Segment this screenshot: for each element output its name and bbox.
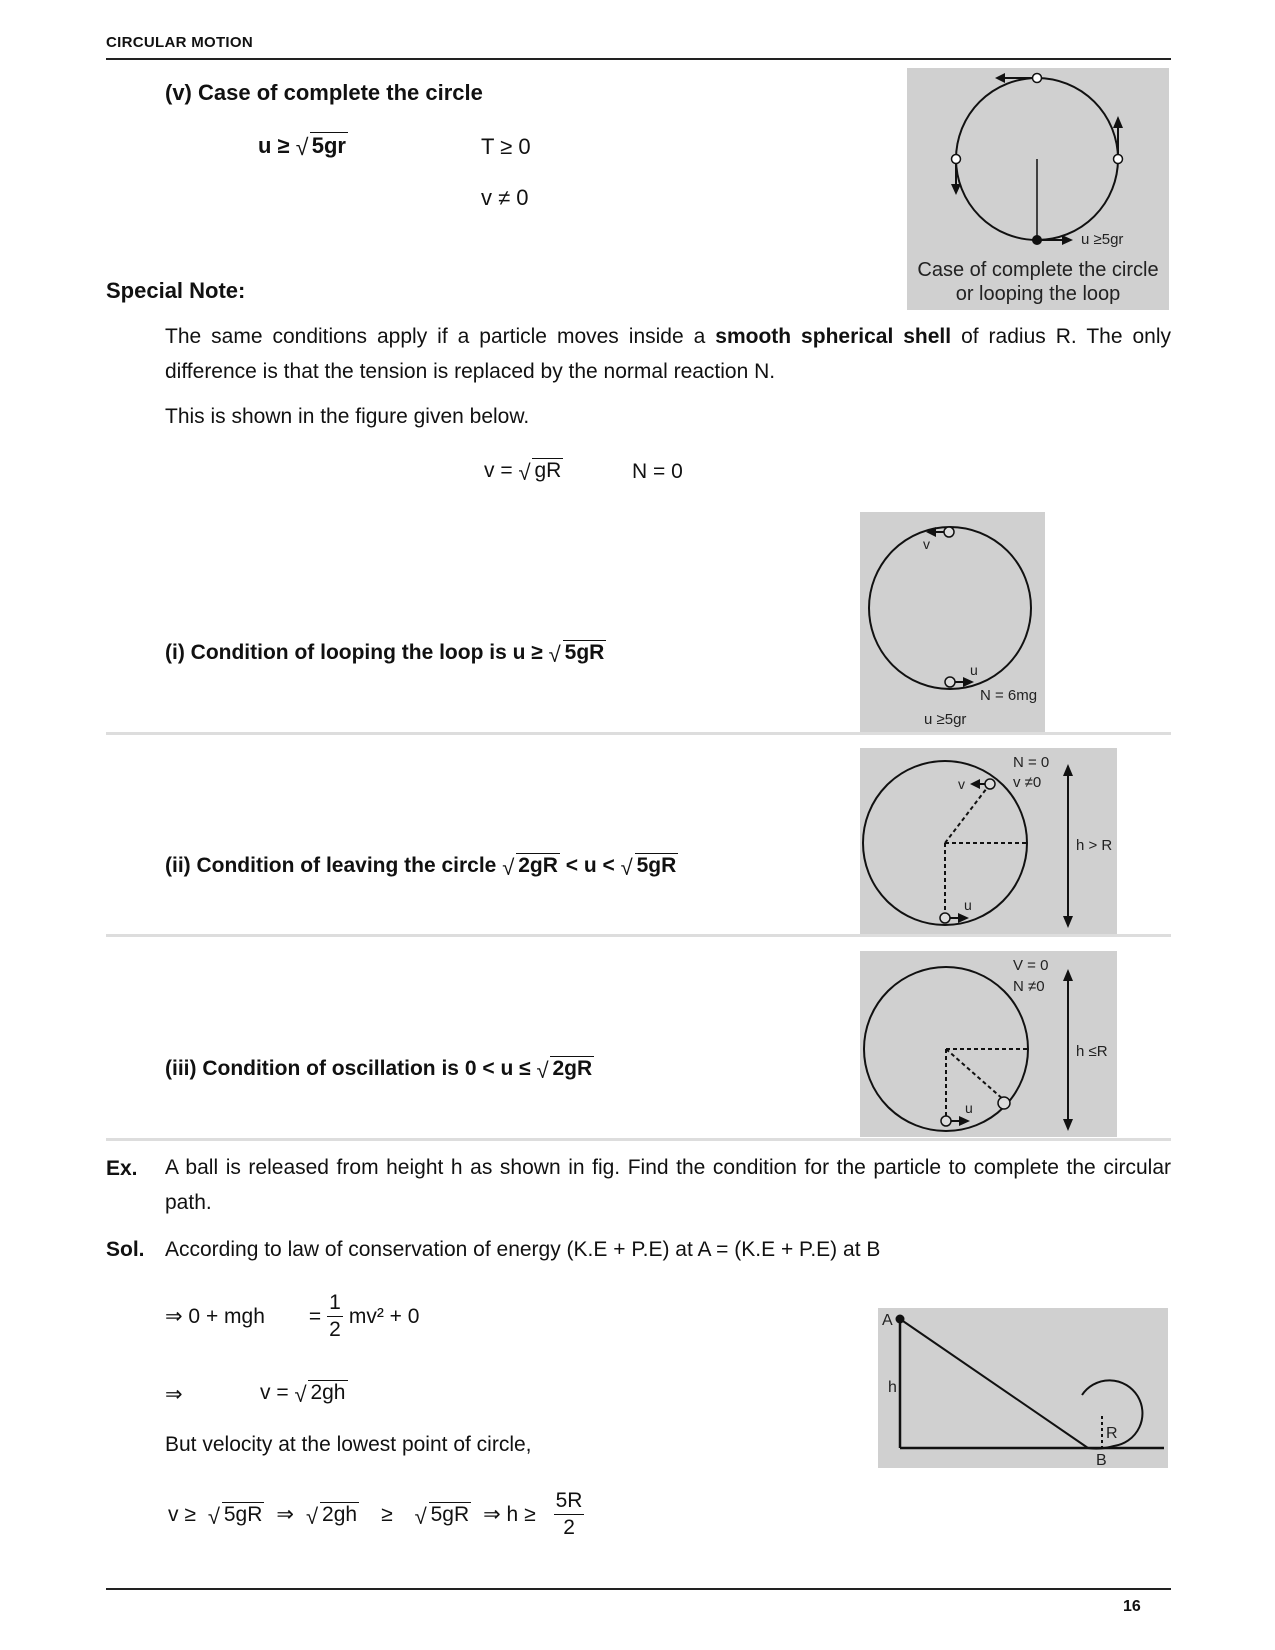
condition-i: (i) Condition of looping the loop is u ≥ √ 5gR: [165, 640, 606, 665]
running-header: CIRCULAR MOTION: [106, 34, 253, 51]
fraction-5r-over-2: $\frac{5R}{2}$: [555, 1489, 583, 1539]
svg-text:N ≠0: N ≠0: [1013, 978, 1045, 995]
section-v-velocity: v ≠ 0: [481, 185, 529, 210]
fraction-half: $\frac{1}{2}$: [329, 1291, 341, 1341]
figure-incline-loop: [878, 1308, 1168, 1468]
solution-eq-final: v ≥ √ 5gR ⇒ √ 2gh ≥ √ 5gR ⇒ h ≥ $\frac{5R}{2}$: [168, 1488, 590, 1541]
solution-eq-velocity: v = √ 2gh: [260, 1380, 348, 1405]
figure-caption: Case of complete the circle or looping the loop: [917, 259, 1159, 305]
section-v-tension: T ≥ 0: [481, 134, 531, 159]
svg-text:v ≠0: v ≠0: [1013, 774, 1042, 791]
special-note-heading: Special Note:: [106, 278, 246, 303]
special-note-eq-v: v = √ gR: [484, 458, 563, 483]
section-v-condition-u: u ≥ √ 5gr: [258, 132, 348, 159]
figure-oscillation: [860, 951, 1117, 1137]
footer-rule: [106, 1588, 1171, 1590]
header-rule: [106, 58, 1171, 60]
incline-loop-diagram: [878, 1308, 1168, 1468]
svg-text:h ≤R: h ≤R: [1076, 1043, 1108, 1060]
figure-looping-loop: [860, 512, 1045, 732]
solution-eq-arrow: ⇒: [165, 1383, 183, 1406]
svg-text:R: R: [1106, 1425, 1118, 1442]
svg-text:V = 0: V = 0: [1013, 957, 1049, 974]
complete-circle-diagram: [907, 68, 1169, 258]
svg-text:h: h: [888, 1379, 897, 1396]
svg-text:B: B: [1096, 1452, 1107, 1468]
special-note-eq-n: N = 0: [632, 460, 683, 483]
solution-label: Sol.: [106, 1238, 145, 1261]
complete-circle-speed-label: u ≥5gr: [1081, 231, 1124, 248]
svg-text:u: u: [970, 662, 978, 678]
special-note-figure-ref: This is shown in the figure given below.: [165, 405, 530, 428]
figure-complete-circle: [907, 68, 1169, 310]
svg-text:v: v: [923, 536, 930, 552]
condition-iii: (iii) Condition of oscillation is 0 < u ≤ √ 2gR: [165, 1056, 594, 1081]
svg-text:u ≥5gr: u ≥5gr: [924, 711, 967, 728]
solution-text: According to law of conservation of energy (K.E + P.E) at A = (K.E + P.E) at B: [165, 1238, 881, 1261]
svg-text:u: u: [965, 1100, 973, 1116]
svg-text:h > R: h > R: [1076, 837, 1113, 854]
example-label: Ex.: [106, 1157, 138, 1180]
svg-text:N = 0: N = 0: [1013, 754, 1050, 771]
svg-text:v: v: [958, 776, 965, 792]
section-v-heading: (v) Case of complete the circle: [165, 80, 483, 105]
solution-eq-energy: ⇒ 0 + mgh = $\frac{1}{2}$ mv² + 0: [165, 1291, 420, 1341]
svg-text:u: u: [964, 897, 972, 913]
divider: [106, 1138, 1171, 1141]
svg-text:N = 6mg: N = 6mg: [980, 687, 1038, 704]
special-note-paragraph: The same conditions apply if a particle moves inside a smooth spherical shell of radius R. The only difference is that the tension is replaced by the normal reaction N.: [165, 325, 1171, 383]
looping-loop-diagram: [860, 512, 1045, 732]
solution-lowest-point-text: But velocity at the lowest point of circle,: [165, 1433, 532, 1456]
leaving-circle-diagram: [860, 748, 1117, 934]
svg-text:A: A: [882, 1312, 893, 1329]
divider: [106, 732, 1171, 735]
example-question: A ball is released from height h as shown in fig. Find the condition for the particle to complete the circular path.: [165, 1156, 1171, 1214]
oscillation-diagram: [860, 951, 1117, 1137]
figure-leaving-circle: [860, 748, 1117, 934]
condition-ii: (ii) Condition of leaving the circle √ 2gR < u < √ 5gR: [165, 853, 678, 878]
divider: [106, 934, 1171, 937]
page-number: 16: [1123, 1598, 1141, 1615]
